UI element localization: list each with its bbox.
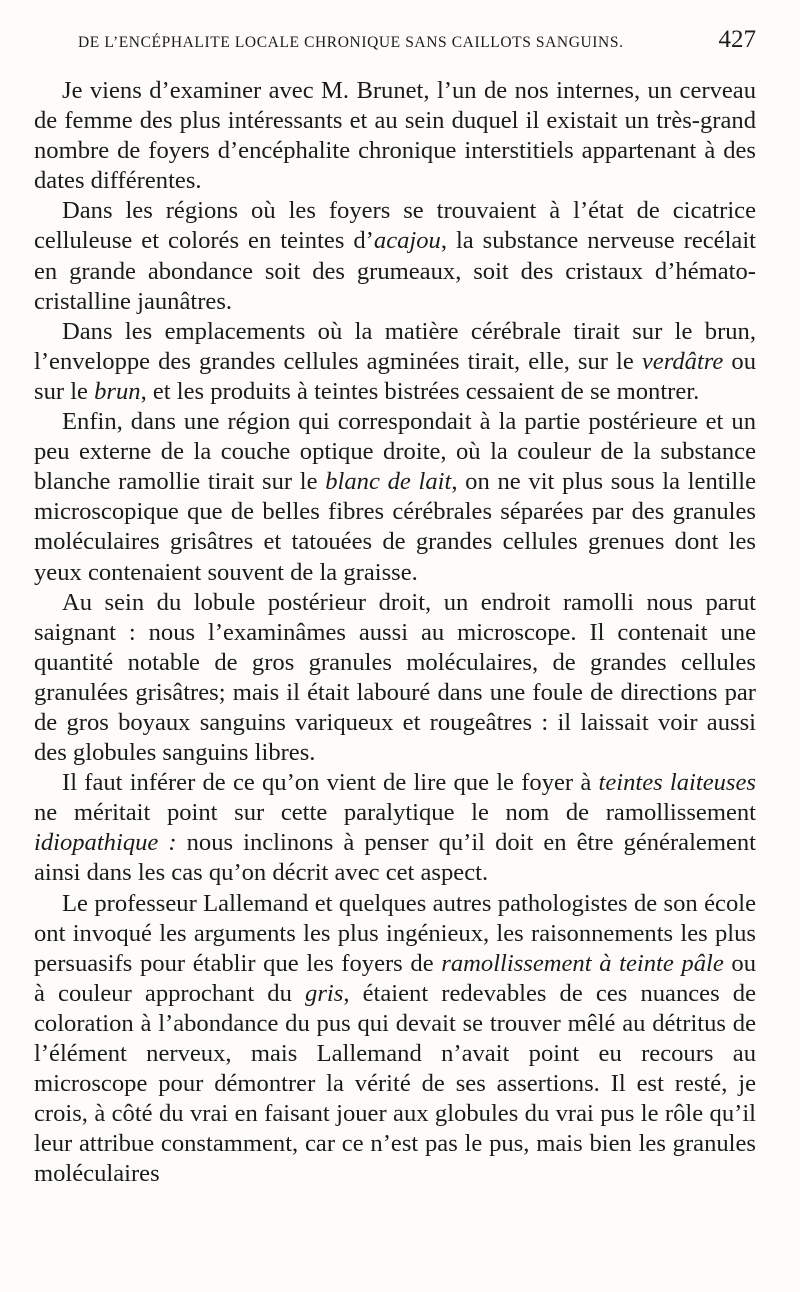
italic-text: ramollissement à teinte pâle [441,949,724,977]
paragraph [34,407,756,588]
italic-text: teintes laiteuses [598,769,756,797]
text-run: ou à couleur approchant du [34,949,756,1007]
running-title: DE L’ENCÉPHALITE LOCALE CHRONIQUE SANS CAILLOTS SANGUINS. [78,34,624,51]
text-run: Je viens d’examiner avec M. Brunet, l’un de nos internes, un cerveau de femme des plus intéressants et au sein duquel il existait un très-grand nombre de foyers d’encéphalite chronique interstitiels appartenant à des dates différentes. [34,77,756,195]
text-run: nous inclinons à penser qu’il doit en être généralement ainsi dans les cas qu’on décrit avec cet aspect. [34,829,756,887]
text-run: Au sein du lobule postérieur droit, un endroit ramolli nous parut saignant : nous l’examinâmes aussi au microscope. Il contenait une quantité notable de gros granules moléculaires, de grandes cellules granulées grisâtres; mais il était labouré dans une foule de directions par de gros boyaux sanguins variqueux et rougeâtres : il laissait voir aussi des globules sanguins libres. [34,588,756,767]
text-run: , on ne vit plus sous la lentille microscopique que de belles fibres cérébrales séparées par des granules moléculaires grisâtres et tatouées de grandes cellules grenues dont les yeux contenaient souvent de la graisse. [34,468,756,586]
text-run: Il faut inférer de ce qu’on vient de lire que le foyer à [62,769,599,797]
text-run: , étaient redevables de ces nuances de coloration à l’abondance du pus qui devait se trouver mêlé au détritus de l’élément nerveux, mais Lallemand n’avait point eu recours au microscope pour démontrer la vérité de ses assertions. Il est resté, je crois, à côté du vrai en faisant jouer aux globules du vrai pus le rôle qu’il leur attribue constamment, car ce n’est pas le pus, mais bien les granules moléculaires [34,979,756,1188]
paragraph [34,76,756,196]
italic-text: brun [94,377,141,405]
running-head [34,26,756,70]
italic-text: blanc de lait [325,468,452,496]
paragraph [34,196,756,316]
italic-text: idiopathique : [34,829,177,857]
text-run: , la substance nerveuse recélait en grande abondance soit des grumeaux, soit des cristaux d’hémato-cristalline jaunâtres. [34,227,756,315]
paragraph [34,889,756,1190]
text-run: ou sur le [34,347,757,405]
text-run: Dans les régions où les foyers se trouvaient à l’état de cicatrice celluleuse et colorés en teintes d’ [34,197,756,255]
paragraph [34,768,756,888]
italic-text: verdâtre [641,347,724,375]
text-run: ne méritait point sur cette paralytique le nom de ramollissement [34,799,756,827]
italic-text: acajou [373,227,441,255]
body-text [34,76,756,1189]
italic-text: gris [305,979,344,1007]
text-run: , et les produits à teintes bistrées cessaient de se montrer. [140,377,700,405]
text-run: Dans les emplacements où la matière cérébrale tirait sur le brun, l’enveloppe des grandes cellules agminées tirait, elle, sur le [34,317,756,375]
text-run: Le professeur Lallemand et quelques autres pathologistes de son école ont invoqué les arguments les plus ingénieux, les raisonnements les plus persuasifs pour établir que les foyers de [34,889,756,977]
text-run: Enfin, dans une région qui correspondait à la partie postérieure et un peu externe de la couche optique droite, où la couleur de la substance blanche ramollie tirait sur le [34,408,756,496]
page-number: 427 [718,26,756,53]
paragraph [34,588,756,769]
paragraph [34,317,756,407]
